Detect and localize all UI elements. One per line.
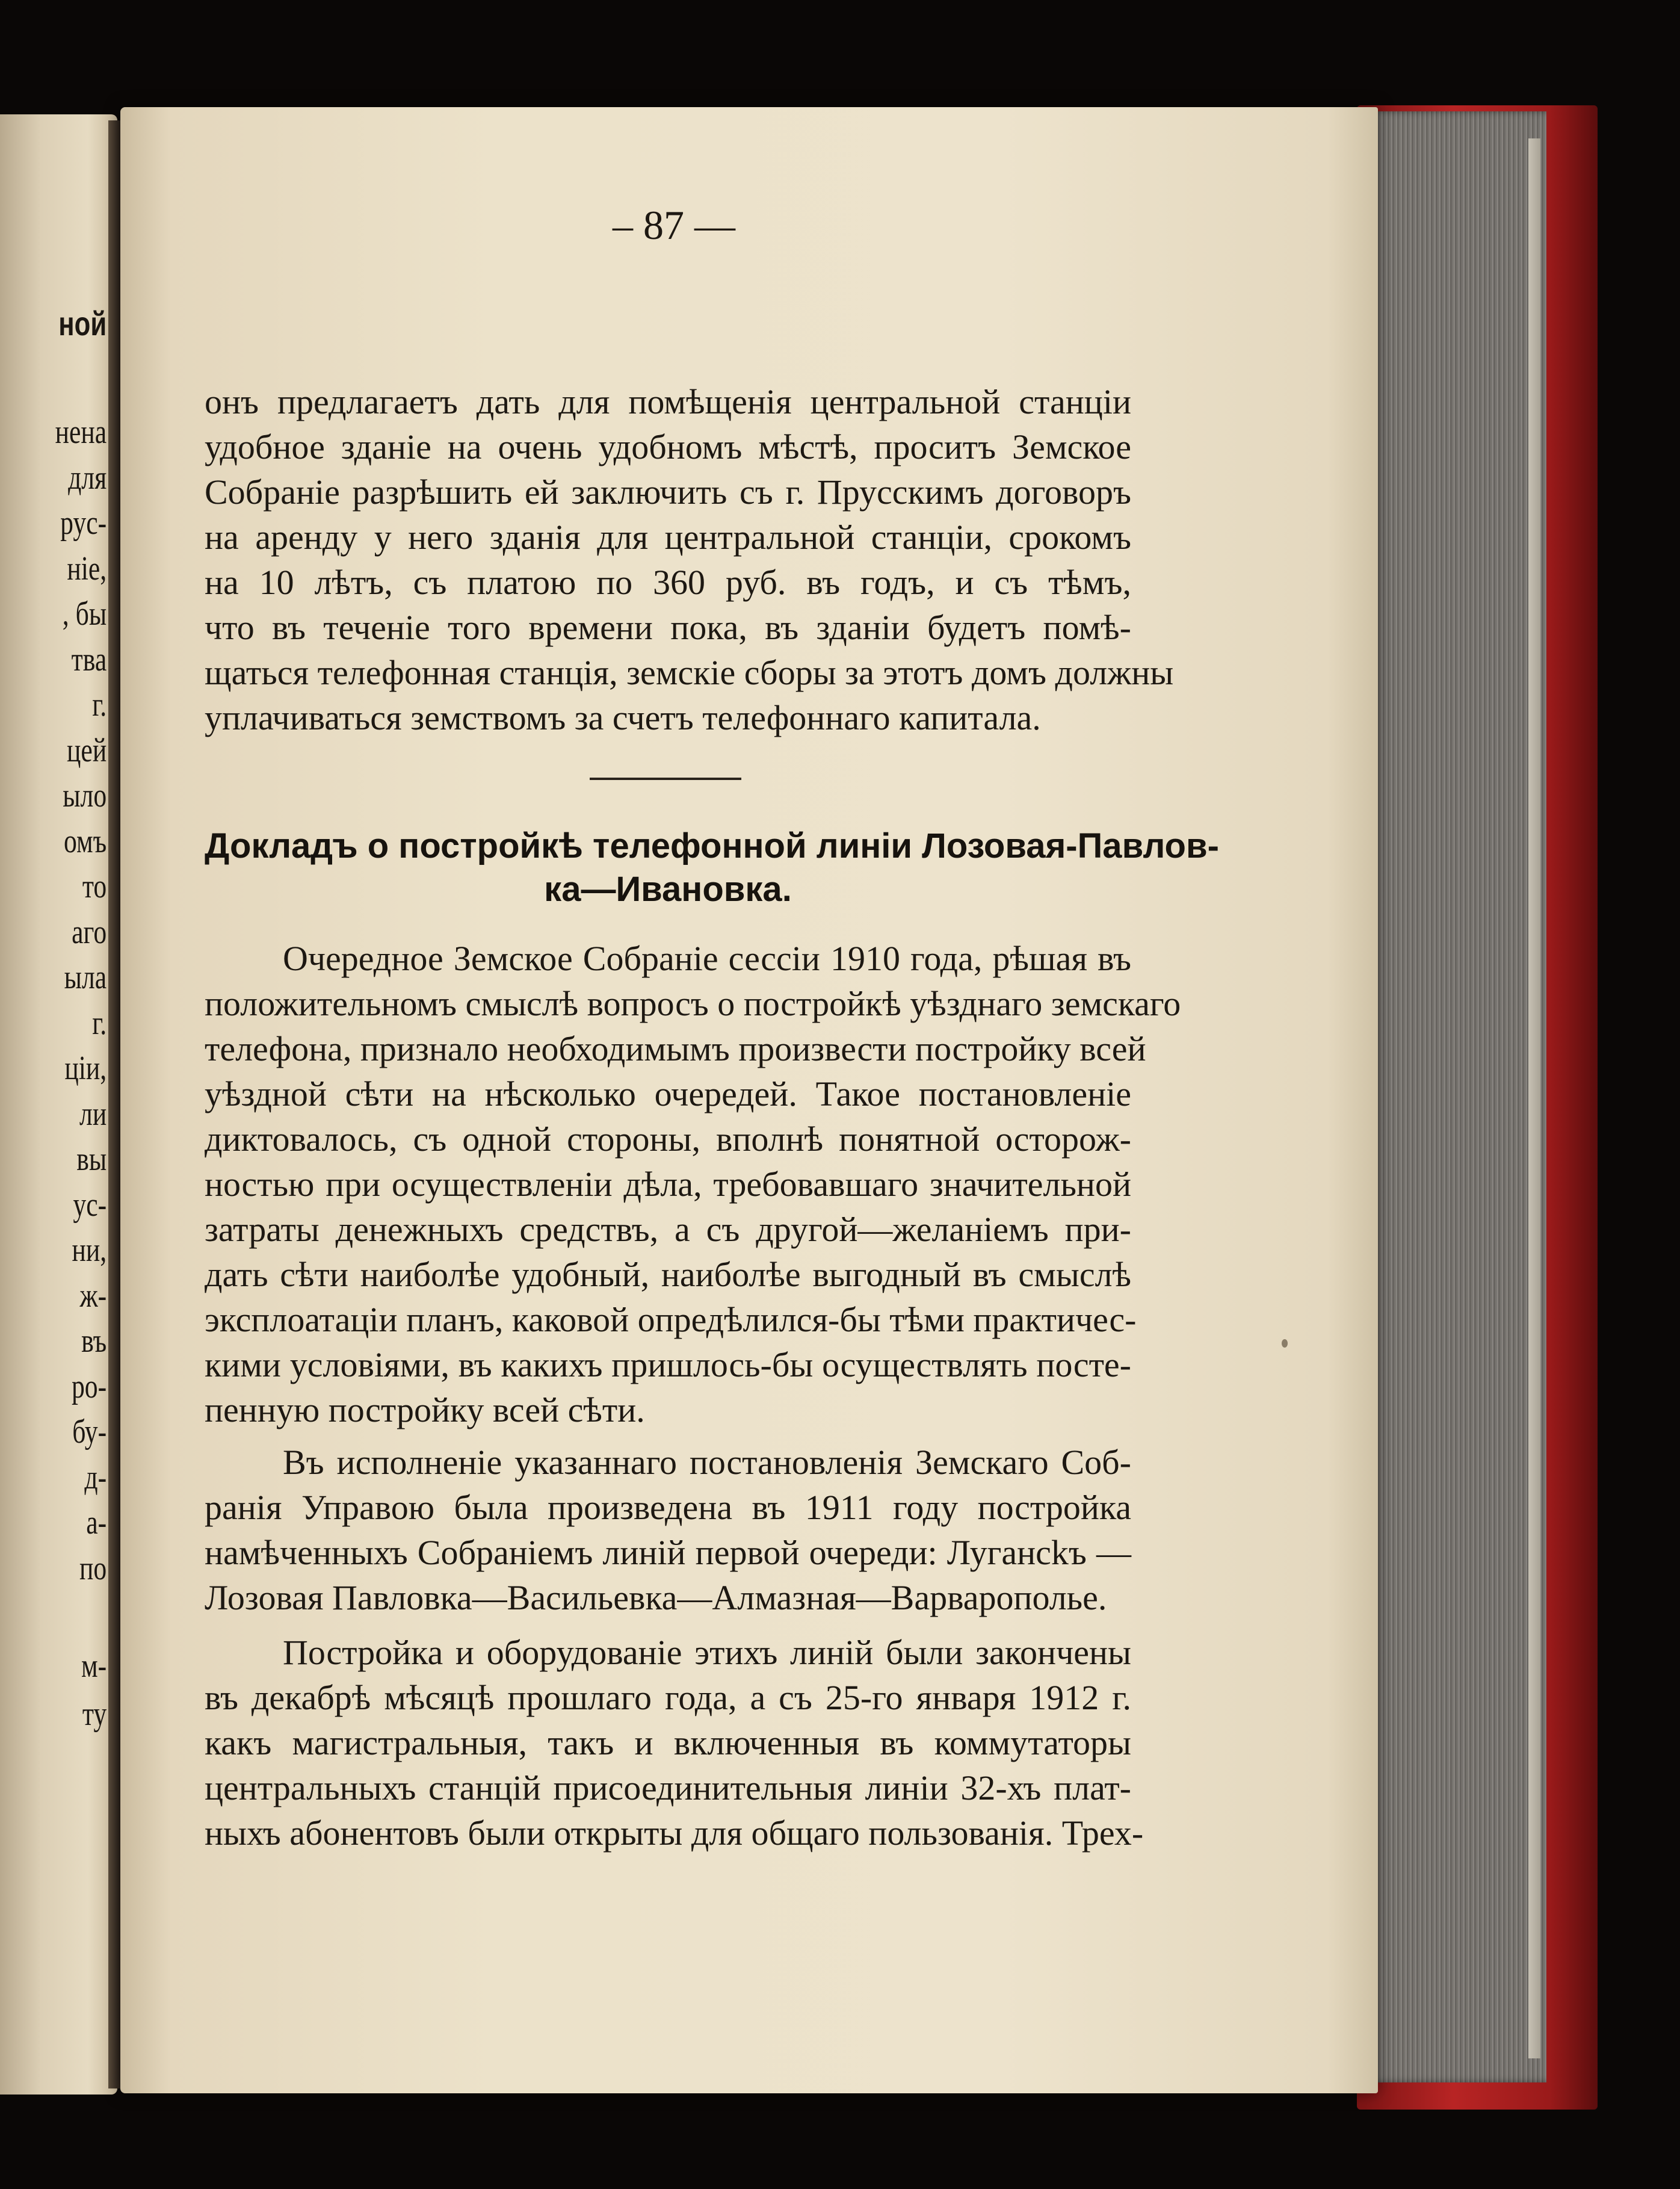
left-page-fragment: въ xyxy=(81,1322,107,1360)
left-page-fragment: ни, xyxy=(72,1231,107,1269)
page-number: – 87 — xyxy=(613,202,735,248)
text-line: ныхъ абонентовъ были открыты для общаго пользованія. Трех- xyxy=(205,1813,1144,1853)
left-page-fragment: м- xyxy=(81,1647,107,1685)
paragraph-3 xyxy=(205,1630,1144,1856)
intro-paragraph xyxy=(205,379,1174,740)
left-page-fragment: по xyxy=(79,1549,107,1587)
text-line: дать сѣти наиболѣе удобный, наиболѣе выгодный въ смыслѣ xyxy=(205,1255,1131,1294)
text-line: на 10 лѣтъ, съ платою по 360 руб. въ годъ, и съ тѣмъ, xyxy=(205,563,1131,602)
left-page-fragment: вы xyxy=(76,1141,107,1178)
text-line: щаться телефонная станція, земскіе сборы за этотъ домъ должны xyxy=(205,653,1174,692)
left-page-fragment: цей xyxy=(67,731,107,769)
left-page-fragment: рус- xyxy=(60,504,107,542)
text-line: на аренду у него зданія для центральной станціи, срокомъ xyxy=(205,518,1131,557)
text-line: Лозовая Павловка—Васильевка—Алмазная—Варварополье. xyxy=(205,1578,1107,1617)
left-page-fragment: ро- xyxy=(71,1367,107,1405)
left-page-fragment: ной xyxy=(58,305,107,342)
left-page-fragment: ніе, xyxy=(67,550,107,587)
text-line: Постройка и оборудованіе этихъ линій были закончены xyxy=(283,1633,1131,1672)
text-line: намѣченныхъ Собраніемъ линій первой очереди: Лугансkъ — xyxy=(205,1533,1131,1572)
left-page-fragment: д- xyxy=(84,1458,107,1496)
text-line: ранія Управою была произведена въ 1911 году постройка xyxy=(205,1488,1131,1527)
left-page-fragment: ли xyxy=(79,1095,107,1133)
text-line: затраты денежныхъ средствъ, а съ другой—желаніемъ при- xyxy=(205,1210,1131,1249)
left-page-fragment: ту xyxy=(82,1695,107,1733)
text-line: Въ исполненіе указаннаго постановленія Земскаго Соб- xyxy=(283,1443,1131,1482)
left-page-fragment: ціи, xyxy=(64,1050,107,1087)
text-line: въ декабрѣ мѣсяцѣ прошлаго года, а съ 25-го января 1912 г. xyxy=(205,1678,1131,1717)
left-page-fragment: для xyxy=(68,459,107,497)
text-line: уплачиваться земствомъ за счетъ телефоннаго капитала. xyxy=(205,698,1041,737)
left-page-fragment: ыло xyxy=(63,777,107,814)
text-line: что въ теченіе того времени пока, въ зданіи будетъ помѣ- xyxy=(205,608,1131,647)
text-line: какъ магистральныя, такъ и включенныя въ коммутаторы xyxy=(205,1723,1131,1762)
page-edges-light xyxy=(1528,138,1540,2058)
paper-speck xyxy=(1282,1339,1288,1348)
section-heading xyxy=(205,825,1219,911)
text-line: эксплоатаціи планъ, каковой опредѣлился-бы тѣми практичес- xyxy=(205,1300,1137,1339)
left-page-fragment: а- xyxy=(86,1504,107,1541)
text-line: диктовалось, съ одной стороны, вполнѣ понятной осторож- xyxy=(205,1119,1131,1159)
left-page-fragment: тва xyxy=(71,640,107,678)
left-page-fragment: то xyxy=(82,868,107,905)
text-line: кими условіями, въ какихъ пришлось-бы осуществлять посте- xyxy=(205,1345,1131,1384)
left-page-fragment: омъ xyxy=(63,822,107,860)
paragraph-2 xyxy=(205,1440,1131,1620)
left-page-fragment: ыла xyxy=(64,959,107,996)
left-page-fragment: ус- xyxy=(73,1186,107,1224)
heading-line: Докладъ о постройкѣ телефонной линіи Лозовая-Павлов- xyxy=(205,826,1219,865)
left-page-fragment: бу- xyxy=(72,1413,107,1451)
section-divider xyxy=(590,778,741,780)
text-line: ностью при осуществленіи дѣла, требовавшаго значительной xyxy=(205,1165,1131,1204)
left-page-fragment: ж- xyxy=(79,1277,107,1314)
heading-line: ка—Ивановка. xyxy=(544,870,792,909)
text-line: телефона, признало необходимымъ произвести постройку всей xyxy=(205,1029,1146,1068)
text-line: центральныхъ станцій присоединительныя линіи 32-хъ плат- xyxy=(205,1768,1131,1807)
left-page-fragment: аго xyxy=(72,913,107,951)
previous-page xyxy=(0,114,117,2095)
text-line: Очередное Земское Собраніе сессіи 1910 года, рѣшая въ xyxy=(283,939,1131,978)
left-page-fragment: нена xyxy=(55,413,107,451)
left-page-fragment: г. xyxy=(92,686,107,723)
page-edges xyxy=(1366,111,1546,2082)
left-page-fragment: , бы xyxy=(62,595,107,633)
text-line: онъ предлагаетъ дать для помѣщенія центральной станціи xyxy=(205,382,1131,421)
text-line: Собраніе разрѣшить ей заключить съ г. Прусскимъ договоръ xyxy=(205,472,1131,512)
left-page-fragment: г. xyxy=(92,1004,107,1042)
text-line: удобное зданіе на очень удобномъ мѣстѣ, проситъ Земское xyxy=(205,427,1131,466)
text-line: пенную постройку всей сѣти. xyxy=(205,1390,645,1429)
text-line: уѣздной сѣти на нѣсколько очередей. Такое постановленіе xyxy=(205,1074,1131,1113)
text-line: положительномъ смыслѣ вопросъ о постройкѣ уѣзднаго земскаго xyxy=(205,984,1181,1023)
paragraph-1 xyxy=(205,936,1181,1432)
